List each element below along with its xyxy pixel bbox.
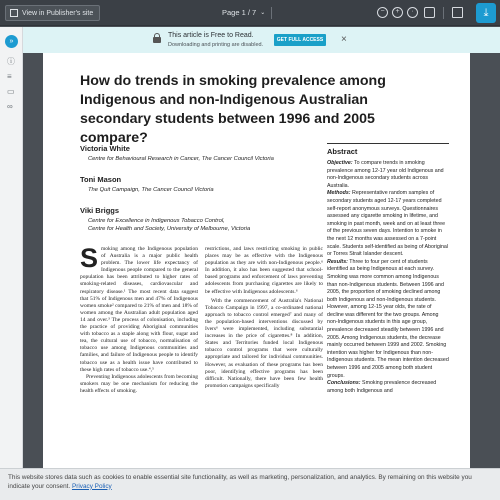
abstract-label: Conclusions: [327,380,361,387]
body-column-1 [80,243,198,395]
abstract-box [327,143,449,395]
abstract-label: Results: [327,258,348,265]
page-indicator[interactable] [222,8,265,17]
zoom-in-icon[interactable]: + [392,7,403,18]
sidebar-toggle-button[interactable]: » [5,35,18,48]
viewer-toolbar [0,0,500,26]
abstract-conclusions: Smoking prevalence decreased among both Indigenous and [327,380,437,394]
drop-cap: S [80,243,99,273]
bookmarks-icon[interactable]: ▭ [7,87,15,96]
zoom-out-icon[interactable]: − [377,7,388,18]
privacy-policy-link[interactable]: Privacy Policy [71,482,112,490]
author-name: Viki Briggs [80,206,120,215]
get-full-access-button[interactable]: GET FULL ACCESS [274,34,326,46]
link-icon[interactable]: ∞ [7,102,13,111]
body-paragraph: With the commencement of Australia's National Tobacco Campaign in 1997, a co-ordinated national approach to tobacco control emerged⁷ and many of the population-based interventions discussed by Ivers⁶ were implemented, including substantial increases in the price of cigarettes.⁸ In addition, States and Territories funded local Indigenous tobacco control programs that were culturally appropriate and tailored for individual communities. However, as evaluation of these programs has been poor, identifying effective programs has been difficult. Nationally, there have been few health promotion campaigns specifically [205,297,323,389]
download-button[interactable] [476,3,496,23]
body-column-2 [205,246,323,390]
author-affiliation: Centre for Excellence in Indigenous Tobacco Control, [88,218,225,224]
abstract-label: Objective: [327,160,353,166]
author-affiliation: The Quit Campaign, The Cancer Council Victoria [88,187,214,193]
body-paragraph: Preventing Indigenous adolescents from becoming smokers may be one mechanism for reducing the health effects of smoking. [80,373,198,394]
abstract-text [327,160,449,395]
author-name: Toni Mason [80,175,122,184]
external-link-icon [10,9,18,17]
chevron-down-icon: ⌄ [260,10,266,16]
body-paragraph: restrictions, and laws restricting smoking in public places may be as effective with the Indigenous population as they are with non-Indigenous people.⁶ In addition, it also has been suggested that school-based programs and enforcement of laws preventing adolescents from purchasing cigarettes are likely to be effective with Indigenous adolescents.⁶ [205,246,323,295]
author-affiliation: Centre for Health and Society, University of Melbourne, Victoria [88,226,251,232]
abstract-methods: Representative random samples of secondary students aged 12-17 years completed self-report anonymous surveys. Questionnaires assessed any cigarette smoking in lifetime, and smoking in past month, week and on at least three of the previous seven days. Intention to smoke in the next 12 months was assessed on a 7-point scale. Students self-identified as being of Aboriginal or Torres Strait Islander descent. [327,190,449,258]
print-icon[interactable] [452,7,463,18]
author-affiliation: Centre for Behavioural Research in Cancer, The Cancer Council Victoria [88,156,274,162]
close-icon[interactable]: × [341,34,347,45]
view-in-publisher-label: View in Publisher's site [22,9,94,17]
banner-subtitle: Downloading and printing are disabled. [168,42,264,48]
download-icon: ⤓ [483,7,489,19]
abstract-objective: To compare trends in smoking prevalence among 12-17 year old Indigenous and non-Indigenous secondary students across Australia. [327,160,444,189]
fullscreen-icon[interactable] [424,7,435,18]
info-icon[interactable]: ⓘ [7,57,15,66]
page-label: Page 1 / 7 [222,8,257,17]
view-in-publisher-button[interactable] [5,5,100,21]
abstract-label: Methods: [327,190,351,197]
left-sidebar [0,27,23,500]
pdf-page [43,53,470,500]
fit-page-icon[interactable]: · [407,7,418,18]
toolbar-divider [271,7,272,19]
list-icon[interactable]: ≡ [7,72,12,81]
lock-icon [153,33,161,42]
author-name: Victoria White [80,144,130,153]
toolbar-divider [443,7,444,19]
cookie-notice [0,468,500,500]
article-title: How do trends in smoking prevalence among Indigenous and non-Indigenous Australian secondary students between 1996 and 2005 compare? [80,73,386,146]
body-paragraph: moking among the Indigenous population of Australia is a major public health problem. The lower life expectancy of Indigenous people compared to the general population has been attributed to higher rates of smoking-related diseases, cardiovascular and respiratory disease.¹ The most recent data suggest that 51% of Indigenous men and 47% of Indigenous women smoke² compared to 21% of men and 18% of women among the Australian adult population aged 14 and over.³ The process of colonisation, including the practice of providing Aboriginal communities with tobacco as a staple along with flour, sugar and tea, the cultural use of tobacco, normalisation of tobacco use among Indigenous communities and families, and failure of Indigenous people to identify tobacco use as a health issue have contributed to these high rates of tobacco use.⁴,⁵ [80,246,198,373]
abstract-heading: Abstract [327,147,358,156]
cookie-text: This website stores data such as cookies to enable essential site functionality, as well as marketing, personalization, and analytics. By remaining on this website you indicate your consent. [8,474,472,490]
banner-title: This article is Free to Read. [168,32,254,39]
abstract-results: Three to four per cent of students identified as being Indigenous at each survey. Smoking was more common among Indigenous than non-Indigenous students. Between 1996 and 2005, the proportion of smoking declined among both Indigenous and non-Indigenous students. However, among 12-15 year olds, the rate of decline was different for the two groups. Among non-Indigenous students in this age group, prevalence decreased steadily between 1996 and 2005. Among Indigenous students, the decrease mainly occurred between 1999 and 2002. Smoking intention was higher for Indigenous than non-Indigenous students. The mean intention decreased between 1996 and 2005 among both student groups. [327,258,449,379]
free-to-read-banner [0,27,500,53]
